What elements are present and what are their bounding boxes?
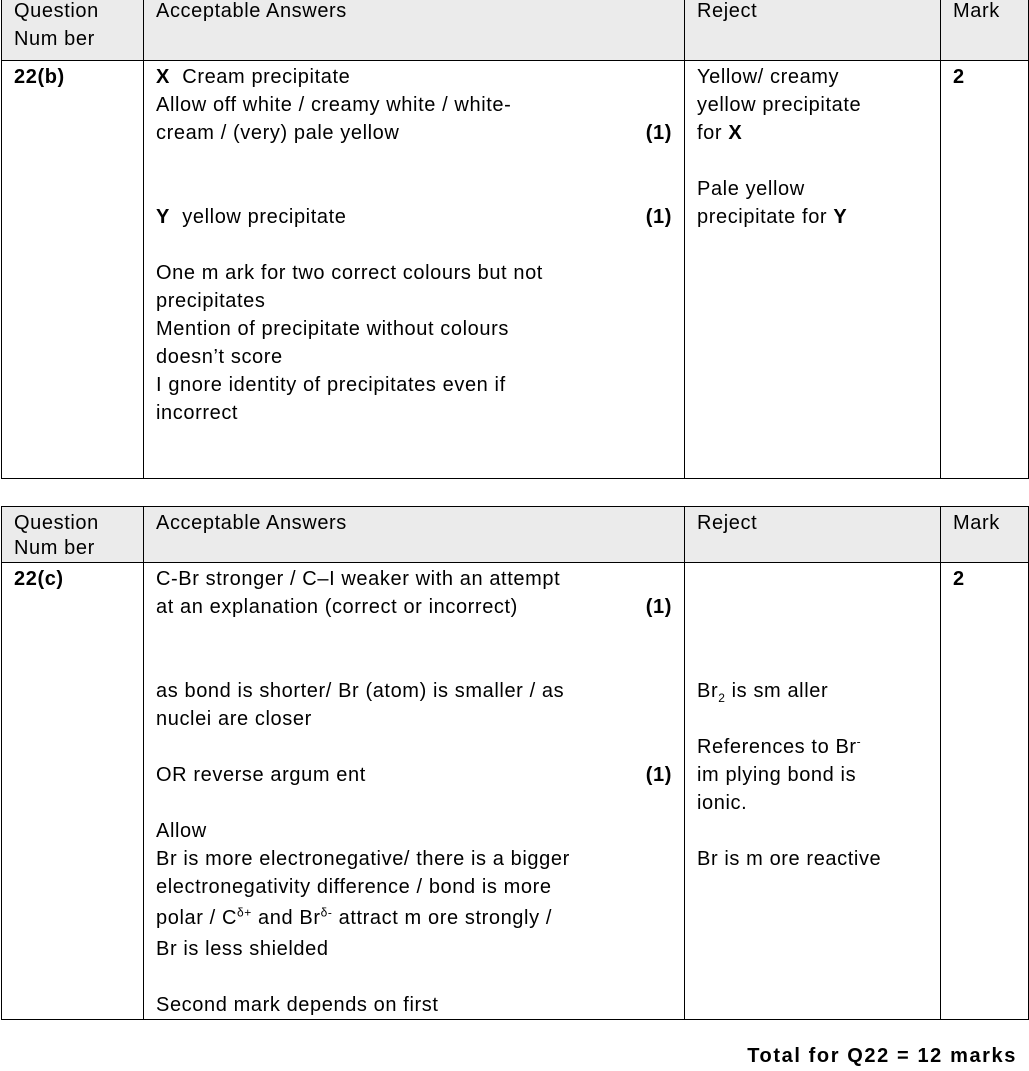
spacer	[697, 649, 928, 677]
header-question-line-1: Question	[14, 0, 99, 22]
spacer	[697, 817, 928, 845]
answer-y-text: yellow precipitate	[182, 206, 347, 228]
delta-minus: δ-	[320, 905, 333, 920]
spacer	[156, 621, 672, 677]
header-question-line-2: Num ber	[14, 28, 95, 50]
answer-line-5-text: OR reverse argum ent	[156, 764, 366, 786]
note-line-1: One m ark for two correct colours but not	[156, 262, 543, 284]
mark-scheme-table-22c	[1, 506, 1029, 1020]
reject-line-2-sup: -	[856, 734, 862, 749]
header-question-line-1: Question	[14, 512, 99, 534]
reject-y-bold: Y	[833, 206, 848, 228]
question-number: 22(b)	[14, 66, 65, 88]
spacer	[697, 565, 928, 593]
mark-scheme-table-22b	[1, 0, 1029, 479]
header-mark: Mark	[941, 0, 1029, 61]
question-number-cell	[2, 61, 144, 479]
reject-cell	[685, 61, 941, 479]
reject-line-1-a: Br	[697, 680, 719, 702]
reject-line-4: ionic.	[697, 792, 748, 814]
answer-line-3: as bond is shorter/ Br (atom) is smaller / as	[156, 680, 565, 702]
answer-x-line	[156, 63, 672, 91]
mark-one-x: (1)	[645, 122, 672, 144]
answer-line-5	[156, 761, 672, 789]
answers-cell	[144, 563, 685, 1020]
total-marks: Total for Q22 = 12 marks	[747, 1045, 1017, 1067]
spacer	[156, 789, 672, 817]
answer-y-line	[156, 203, 672, 231]
allow-line-3-b: and Br	[251, 907, 321, 929]
reject-line-5: Br is m ore reactive	[697, 848, 882, 870]
answer-line-1: C-Br stronger / C–I weaker with an attempt	[156, 568, 561, 590]
allow-line-4: Br is less shielded	[156, 938, 329, 960]
reject-x-for: for	[697, 122, 723, 144]
spacer	[156, 147, 672, 203]
reject-x-line-1: Yellow/ creamy	[697, 66, 840, 88]
spacer	[697, 593, 928, 649]
reject-line-3: im plying bond is	[697, 764, 857, 786]
header-reject: Reject	[685, 507, 941, 563]
allow-line-1: Br is more electronegative/ there is a bigger	[156, 848, 570, 870]
reject-y-line-1: Pale yellow	[697, 178, 805, 200]
second-mark-note: Second mark depends on first	[156, 994, 439, 1016]
mark-one-second: (1)	[645, 764, 672, 786]
answer-allow-line-2-text: cream / (very) pale yellow	[156, 122, 400, 144]
mark-value: 2	[953, 568, 965, 590]
allow-heading: Allow	[156, 820, 207, 842]
reject-x-line-2: yellow precipitate	[697, 94, 862, 116]
note-line-2: precipitates	[156, 290, 266, 312]
table-header-row	[2, 507, 1029, 563]
mark-one-first: (1)	[645, 596, 672, 618]
reject-line-1-sub: 2	[718, 691, 726, 705]
reject-line-2	[697, 733, 928, 761]
answer-line-2-text: at an explanation (correct or incorrect)	[156, 596, 518, 618]
mark-one-y: (1)	[645, 206, 672, 228]
mark-value: 2	[953, 66, 965, 88]
header-answers: Acceptable Answers	[144, 507, 685, 563]
reject-line-1-b: is sm aller	[725, 680, 829, 702]
header-answers: Acceptable Answers	[144, 0, 685, 61]
reject-line-2-a: References to Br	[697, 736, 857, 758]
allow-line-3-c: attract m ore strongly /	[332, 907, 552, 929]
note-line-6: incorrect	[156, 402, 239, 424]
note-line-4: doesn’t score	[156, 346, 283, 368]
question-number: 22(c)	[14, 568, 64, 590]
spacer	[156, 733, 672, 761]
spacer	[156, 231, 672, 259]
spacer	[697, 147, 928, 175]
answers-cell	[144, 61, 685, 479]
note-line-3: Mention of precipitate without colours	[156, 318, 509, 340]
header-reject: Reject	[685, 0, 941, 61]
header-mark: Mark	[941, 507, 1029, 563]
header-question-line-2: Num ber	[14, 537, 95, 559]
answer-allow-line-1: Allow off white / creamy white / white-	[156, 94, 512, 116]
reject-x-bold: X	[728, 122, 743, 144]
mark-cell	[941, 563, 1029, 1020]
allow-line-3-a: polar / C	[156, 907, 237, 929]
reject-y-for: precipitate for	[697, 206, 828, 228]
spacer	[697, 705, 928, 733]
reject-x-line-3	[697, 119, 928, 147]
reject-cell	[685, 563, 941, 1020]
reject-y-line-2	[697, 203, 928, 231]
reject-line-1	[697, 677, 928, 705]
table-row	[2, 563, 1029, 1020]
header-question	[2, 0, 144, 61]
table-header-row	[2, 0, 1029, 61]
table-row	[2, 61, 1029, 479]
allow-line-2: electronegativity difference / bond is more	[156, 876, 552, 898]
answer-line-2	[156, 593, 672, 621]
answer-allow-line-2	[156, 119, 672, 147]
mark-cell	[941, 61, 1029, 479]
header-question	[2, 507, 144, 563]
delta-plus: δ+	[237, 905, 252, 920]
answer-y-label: Y	[156, 206, 170, 228]
note-line-5: I gnore identity of precipitates even if	[156, 374, 506, 396]
answer-line-4: nuclei are closer	[156, 708, 312, 730]
answer-x-text: Cream precipitate	[182, 66, 351, 88]
spacer	[156, 963, 672, 991]
answer-x-label: X	[156, 66, 170, 88]
question-number-cell	[2, 563, 144, 1020]
allow-line-3	[156, 901, 672, 935]
